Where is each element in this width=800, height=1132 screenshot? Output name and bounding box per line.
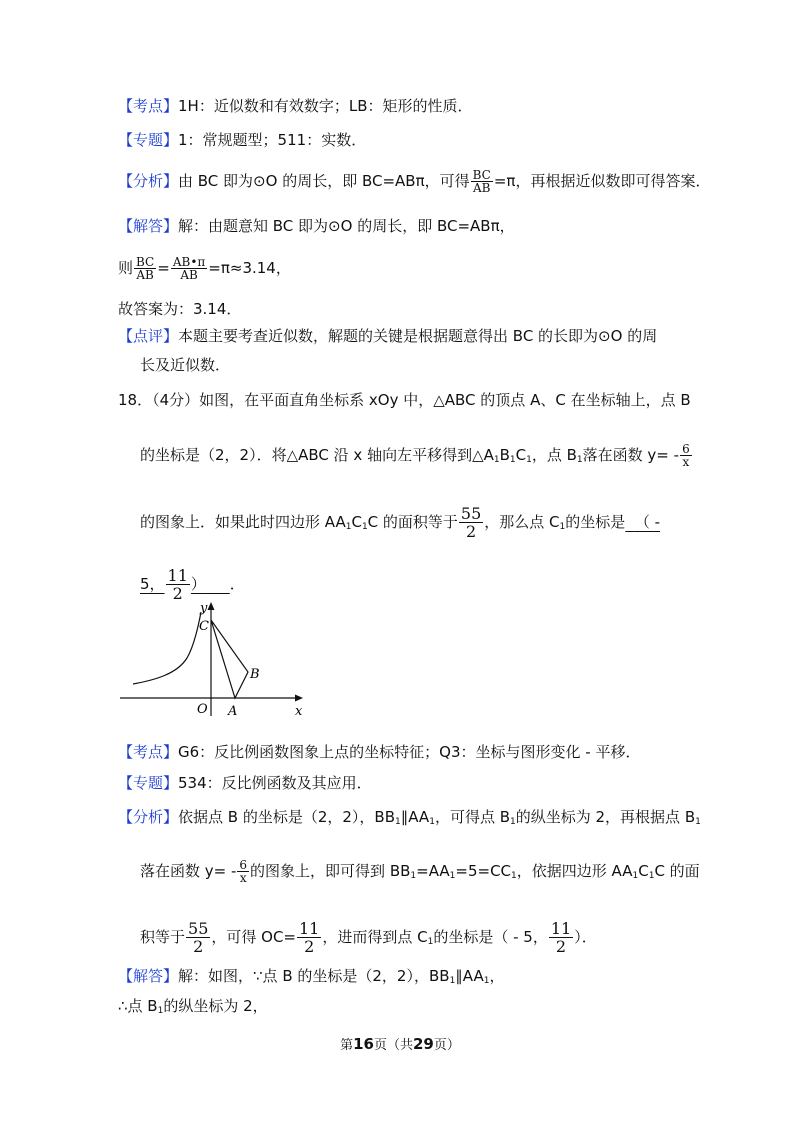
subscript: 1 [511, 871, 517, 881]
subscript: 1 [157, 1006, 164, 1016]
q18-question-line3 [140, 505, 660, 540]
fraction-denominator: AB [171, 268, 207, 281]
hyperbola-curve [133, 612, 201, 684]
bc-over-ab-fraction [471, 169, 493, 194]
q17-dianping-line2: 长及近似数． [140, 356, 231, 374]
page-number: 16 [353, 1035, 374, 1053]
label-b: B [250, 667, 260, 682]
subscript: 1 [449, 871, 456, 881]
subscript: 1 [395, 817, 401, 827]
q18-line3-text-c: C 的面积等于 [367, 513, 458, 531]
q18-fenxi2-d: =5=CC [455, 862, 512, 880]
subscript: 1 [483, 976, 490, 986]
triangle-abc [211, 620, 248, 698]
q17-calc-mid: = [157, 259, 170, 277]
eleven-over-two-fraction [549, 920, 573, 955]
fraction-denominator: 2 [186, 937, 210, 955]
subscript: 1 [632, 871, 639, 881]
q18-jieda-line2 [118, 996, 268, 1016]
q17-answer-line: 故答案为：3.14． [118, 300, 242, 318]
subscript: 1 [526, 455, 532, 465]
subscript: 1 [449, 976, 456, 986]
q18-question-line2 [140, 443, 693, 468]
answer-text-part1: （ - [634, 513, 661, 531]
q18-fenxi2-b: 的图象上，即可得到 BB [250, 862, 411, 880]
y-axis-arrow [208, 602, 215, 610]
jieda-tag: 【解答】 [118, 967, 179, 985]
q18-question-line4 [140, 567, 245, 602]
q18-jieda-line1 [118, 966, 505, 986]
q18-line4-period: ． [229, 575, 245, 593]
q17-zhuanti-text: 1：常规题型；511：实数． [178, 131, 367, 149]
q17-jieda-line [118, 216, 515, 236]
answer-text-part2: 5， [140, 575, 165, 593]
fraction-denominator: 2 [549, 937, 573, 955]
answer-blank-start [625, 513, 660, 531]
q18-line2-text-a: 的坐标是（2，2）．将△ABC 沿 x 轴向左平移得到△A [140, 446, 494, 464]
fifty-five-over-two-fraction [186, 920, 210, 955]
x-axis-arrow [295, 695, 303, 702]
q18-fenxi1-d: 的纵坐标为 2，再根据点 B [515, 808, 696, 826]
subscript: 1 [510, 817, 516, 827]
fifty-five-over-two-fraction [459, 505, 483, 540]
subscript: 1 [509, 455, 516, 465]
q18-fenxi-line1 [118, 807, 701, 827]
subscript: 1 [493, 455, 500, 465]
fraction-denominator: 2 [297, 937, 321, 955]
q18-kaodian-line [118, 742, 640, 762]
label-a: A [228, 704, 238, 718]
q17-calc-end: =π≈3.14， [208, 259, 291, 277]
q18-kaodian-text: G6：反比例函数图象上点的坐标特征；Q3：坐标与图形变化 - 平移． [178, 743, 641, 761]
answer-blank-end [140, 566, 230, 603]
footer-mid: 页（共 [373, 1038, 413, 1053]
fraction-numerator: 11 [299, 919, 320, 938]
q18-line2-text-c: C [515, 446, 527, 464]
q18-zhuanti-text: 534：反比例函数及其应用． [178, 774, 372, 792]
q18-fenxi3-b: ，可得 OC= [211, 928, 296, 946]
fraction-numerator: 55 [460, 504, 482, 523]
eleven-over-two-fraction [297, 920, 321, 955]
q18-fenxi3-c: ，进而得到点 C [322, 928, 428, 946]
q17-dianping-line [118, 326, 657, 346]
q18-jieda2-b: 的纵坐标为 2， [163, 997, 268, 1015]
q18-jieda1-b: ∥AA [455, 967, 484, 985]
q18-fenxi3-d: 的坐标是（ - 5， [433, 928, 548, 946]
fraction-numerator: AB•π [172, 255, 206, 269]
subscript: 1 [576, 455, 583, 465]
subscript: 1 [429, 817, 435, 827]
q18-line2-text-e: 落在函数 y= - [582, 446, 680, 464]
footer-prefix: 第 [340, 1038, 354, 1053]
q18-fenxi1-a: 依据点 B 的坐标是（2，2），BB [178, 808, 396, 826]
q18-fenxi1-c: ，可得点 B [434, 808, 510, 826]
q18-zhuanti-line [118, 773, 372, 793]
zhuanti-tag: 【专题】 [118, 774, 179, 792]
page-footer [0, 1034, 800, 1053]
fraction-denominator: x [680, 455, 692, 468]
jieda-tag: 【解答】 [118, 217, 179, 235]
q18-line3-text-a: 的图象上．如果此时四边形 AA [140, 513, 346, 531]
q18-question-line1: 18．（4分）如图，在平面直角坐标系 xOy 中，△ABC 的顶点 A、C 在坐标轴上，点 B [118, 391, 691, 409]
q18-line2-text-d: ，点 B [531, 446, 577, 464]
subscript: 1 [410, 871, 417, 881]
q17-kaodian-text: 1H：近似数和有效数字；LB：矩形的性质． [178, 97, 473, 115]
q18-fenxi2-e: ，依据四边形 AA [516, 862, 633, 880]
q18-line3-text-e: 的坐标是 [565, 513, 626, 531]
q18-fenxi1-b: ∥AA [400, 808, 430, 826]
q17-dianping-text: 本题主要考查近似数，解题的关键是根据题意得出 BC 的长即为⊙O 的周 [178, 327, 658, 345]
fraction-numerator: 6 [682, 442, 690, 456]
subscript: 1 [345, 522, 352, 532]
eleven-over-two-fraction [166, 567, 190, 602]
q18-fenxi2-f: C [638, 862, 649, 880]
q17-zhuanti-line [118, 130, 366, 150]
coordinate-figure [115, 598, 315, 718]
q17-calc-prefix: 则 [118, 259, 134, 277]
q18-fenxi-line2 [140, 859, 700, 884]
fraction-numerator: 11 [550, 919, 572, 938]
q18-fenxi2-a: 落在函数 y= - [140, 862, 237, 880]
q18-line3-text-d: ，那么点 C [484, 513, 560, 531]
abpi-over-ab-fraction [171, 256, 207, 281]
answer-text-part3: ） [190, 575, 206, 593]
q17-fenxi-a: 由 BC 即为⊙O 的周长，即 BC=ABπ，可得 [178, 172, 470, 190]
fraction-numerator: BC [136, 255, 155, 269]
label-c: C [199, 619, 209, 634]
kaodian-tag: 【考点】 [118, 743, 179, 761]
fenxi-tag: 【分析】 [118, 172, 179, 190]
fraction-numerator: 55 [188, 919, 209, 938]
fraction-numerator: 11 [167, 566, 188, 585]
subscript: 1 [361, 522, 368, 532]
subscript: 1 [559, 522, 566, 532]
fraction-numerator: BC [472, 168, 491, 182]
fraction-denominator: AB [471, 181, 493, 194]
fraction-denominator: AB [134, 268, 156, 281]
dianping-tag: 【点评】 [118, 327, 179, 345]
page-total: 29 [413, 1035, 434, 1053]
q18-fenxi-line3 [140, 920, 597, 955]
label-o: O [197, 702, 208, 717]
q17-fenxi-line [118, 169, 710, 194]
zhuanti-tag: 【专题】 [118, 131, 179, 149]
q17-kaodian-line [118, 96, 473, 116]
label-x: x [295, 704, 303, 718]
footer-suffix: 页） [433, 1038, 460, 1053]
q18-fenxi3-e: ）． [574, 928, 597, 946]
subscript: 1 [648, 871, 655, 881]
q18-fenxi3-a: 积等于 [140, 928, 186, 946]
fraction-denominator: x [237, 871, 249, 884]
six-over-x-fraction [237, 859, 249, 884]
fraction-denominator: 2 [166, 584, 190, 602]
fenxi-tag: 【分析】 [118, 808, 179, 826]
q18-fenxi2-g: C 的面 [654, 862, 700, 880]
q18-line3-text-b: C [351, 513, 362, 531]
fraction-denominator: 2 [459, 522, 483, 540]
q17-jieda-text: 解：由题意知 BC 即为⊙O 的周长，即 BC=ABπ， [178, 217, 515, 235]
q18-line2-text-b: B [499, 446, 510, 464]
q18-fenxi2-c: =AA [416, 862, 450, 880]
label-y: y [200, 601, 208, 616]
q18-jieda2-a: ∴点 B [118, 997, 158, 1015]
q17-fenxi-b: =π，再根据近似数即可得答案． [493, 172, 711, 190]
kaodian-tag: 【考点】 [118, 97, 179, 115]
q18-jieda1-c: ， [489, 967, 505, 985]
q17-calc-line [118, 256, 291, 281]
q18-jieda1-a: 解：如图，∵点 B 的坐标是（2，2），BB [178, 967, 450, 985]
subscript: 1 [427, 937, 434, 947]
subscript: 1 [695, 817, 701, 827]
bc-over-ab-fraction [134, 256, 156, 281]
six-over-x-fraction [680, 443, 692, 468]
fraction-numerator: 6 [239, 858, 248, 872]
